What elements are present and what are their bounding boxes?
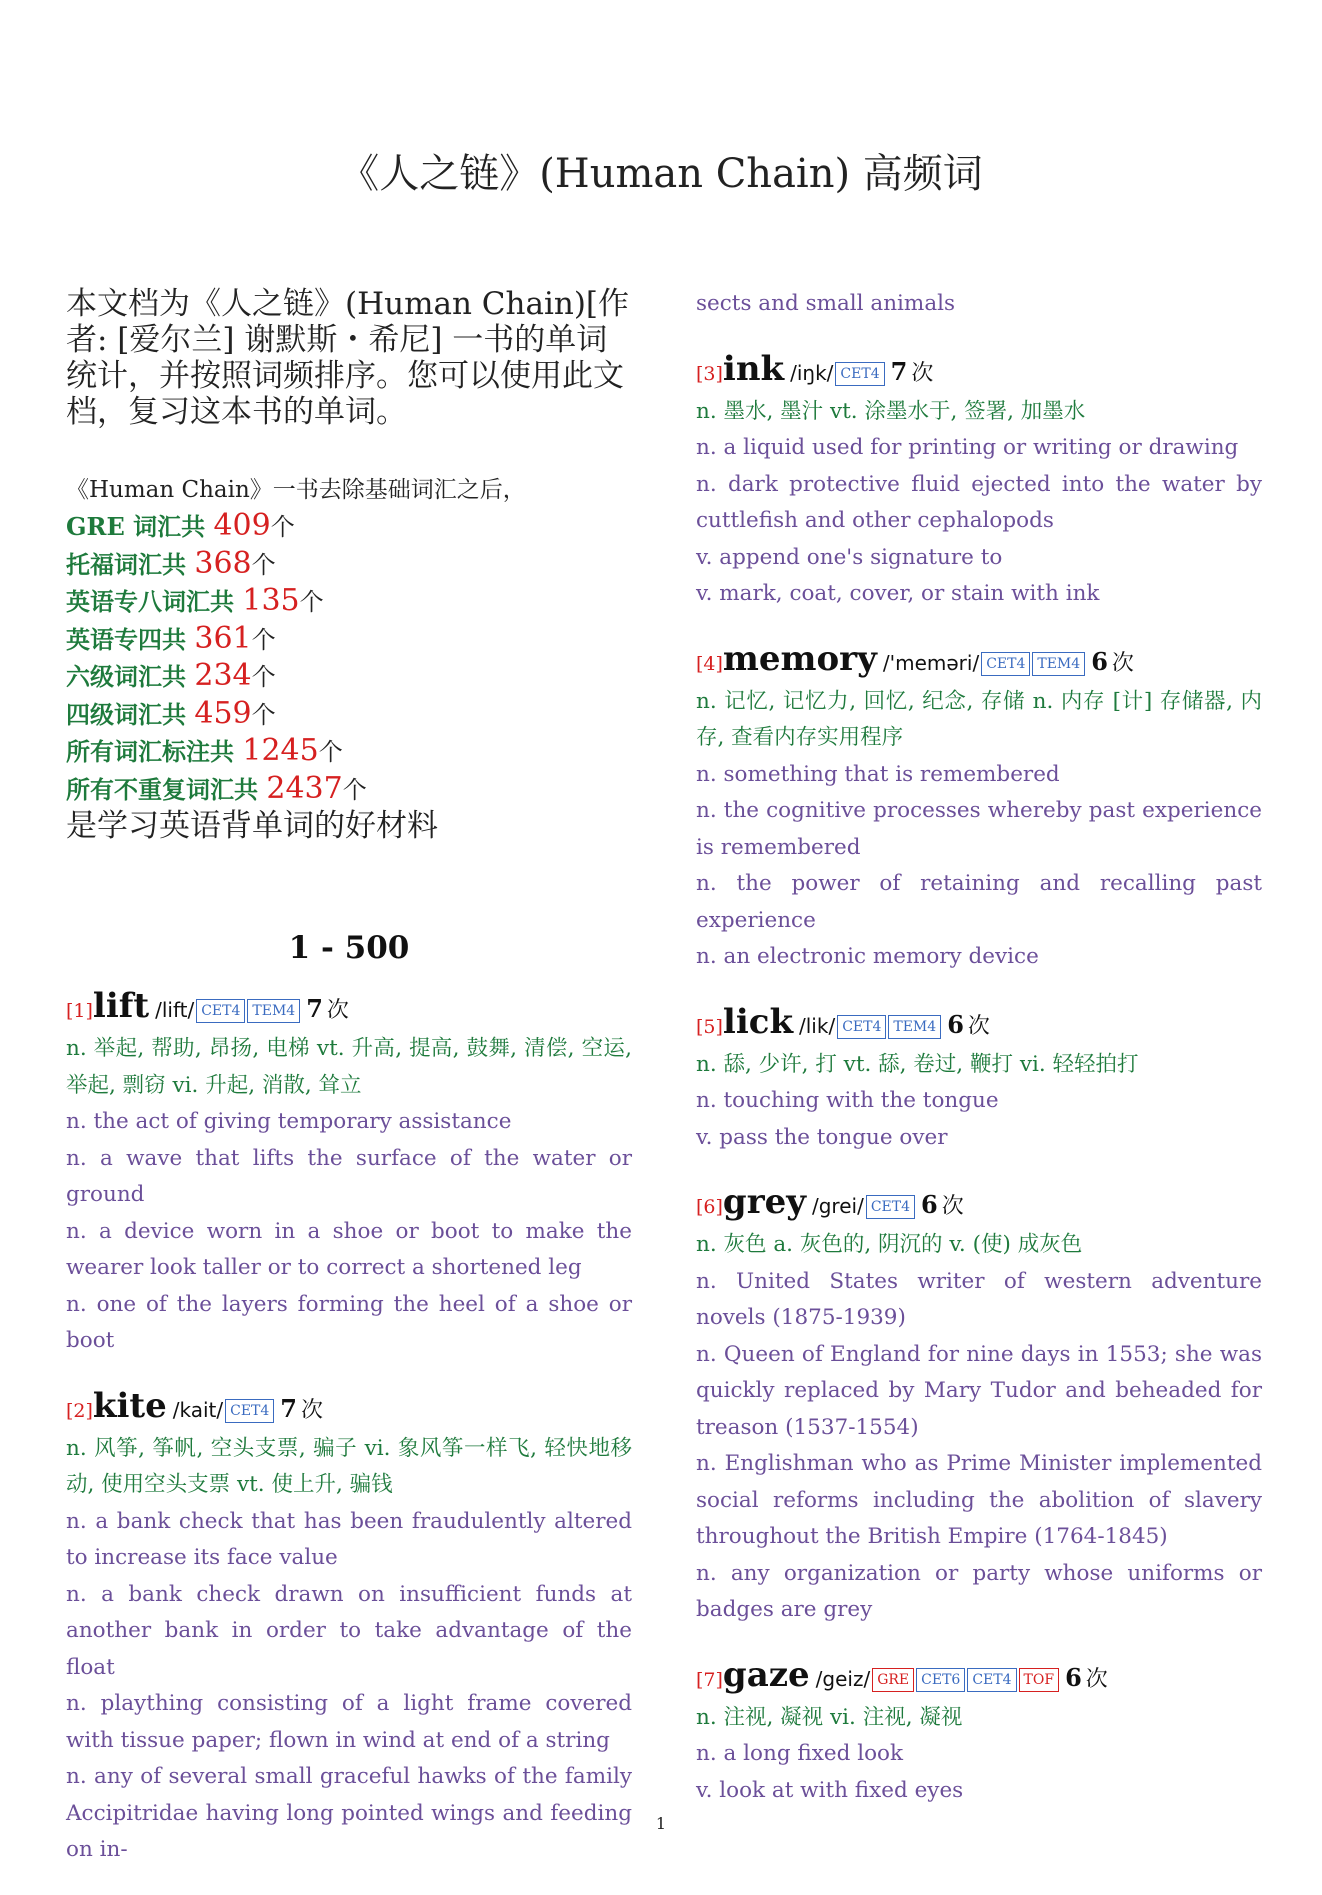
level-tag: CET4	[837, 1015, 886, 1039]
continued-definition: sects and small animals	[696, 291, 956, 316]
stat-label: 六级词汇共	[66, 662, 195, 691]
definition: n. touching with the tongue	[696, 1088, 999, 1113]
entry-index: [4]	[696, 652, 723, 675]
page-title: 《人之链》(Human Chain) 高频词	[339, 151, 983, 197]
word-entry	[66, 1386, 632, 1869]
entry-count-unit: 次	[1085, 1666, 1108, 1692]
entry-count: 6	[1065, 1662, 1082, 1692]
word-entry	[696, 1002, 1262, 1157]
definition: n. a long fixed look	[696, 1741, 904, 1766]
stat-number: 361	[194, 620, 252, 656]
definition: n. any organization or party whose uniforms or badges are grey	[696, 1560, 1262, 1622]
definition: n. the cognitive processes whereby past experience is remembered	[696, 798, 1262, 860]
entry-count-unit: 次	[301, 1397, 324, 1423]
stat-number: 1245	[242, 733, 319, 768]
definition: v. append one's signature to	[696, 544, 1003, 570]
entry-count-unit: 次	[911, 360, 934, 386]
stat-label: 四级词汇共	[66, 699, 195, 729]
definition: n. a liquid used for printing or writing or drawing	[696, 435, 1239, 460]
stat-label: 所有词汇标注共	[66, 737, 243, 766]
entry-index: [5]	[696, 1015, 723, 1038]
stat-label: 英语专八词汇共	[66, 587, 243, 616]
definition: v. look at with fixed eyes	[696, 1777, 964, 1803]
intro-text: 本文档为《人之链》(Human Chain)[作者: [爱尔兰] 谢默斯・希尼] 一书的单词统计，并按照词频排序。您可以使用此文档，复习这本书的单词。	[66, 286, 630, 430]
entry-head	[696, 639, 1262, 684]
stat-row	[66, 621, 632, 659]
definition: n. 注视, 凝视 vi. 注视, 凝视	[696, 1704, 963, 1730]
entry-word: grey	[722, 1182, 806, 1222]
level-tag: CET6	[916, 1668, 965, 1692]
right-column	[696, 286, 1262, 1835]
level-tag: CET4	[835, 362, 884, 386]
stat-unit: 个	[251, 663, 276, 691]
stats-lead: 《Human Chain》一书去除基础词汇之后，	[66, 477, 526, 503]
definition: n. a bank check that has been fraudulently altered to increase its face value	[66, 1508, 632, 1570]
stat-number: 2437	[266, 770, 343, 806]
stat-number: 368	[194, 545, 252, 581]
left-column	[66, 286, 632, 1895]
definition: n. a device worn in a shoe or boot to make the wearer look taller or to correct a shortened leg	[66, 1218, 632, 1280]
level-tag: CET4	[866, 1195, 915, 1219]
entry-count-unit: 次	[967, 1013, 990, 1039]
entry-index: [2]	[66, 1399, 93, 1422]
entry-count: 6	[1091, 646, 1108, 676]
stat-number: 409	[213, 508, 271, 543]
definition: n. Englishman who as Prime Minister implemented social reforms including the abolition of slavery throughout the British Empire (1764-1845)	[696, 1451, 1262, 1549]
entry-head	[696, 1002, 1262, 1047]
entry-head	[696, 1182, 1262, 1227]
entry-word: lift	[92, 986, 150, 1026]
level-tag: GRE	[872, 1668, 914, 1692]
stat-label: 英语专四共	[66, 624, 195, 654]
stat-number: 135	[242, 583, 300, 618]
definition: v. mark, coat, cover, or stain with ink	[696, 581, 1100, 606]
stat-row	[66, 546, 632, 584]
stat-row	[66, 658, 632, 696]
stat-label: GRE 词汇共	[66, 512, 214, 541]
definition: n. the act of giving temporary assistance	[66, 1109, 512, 1134]
stat-number: 234	[194, 658, 252, 693]
stat-unit: 个	[251, 625, 276, 654]
entry-word: lick	[722, 1001, 794, 1042]
entry-count: 6	[921, 1190, 938, 1219]
entry-phonetic: /geiz/	[815, 1666, 871, 1691]
definition: n. United States writer of western adventure novels (1875-1939)	[696, 1268, 1262, 1330]
level-tag: TEM4	[247, 999, 300, 1023]
entry-head	[66, 986, 632, 1031]
range-heading: 1 - 500	[288, 930, 410, 966]
stat-label: 托福词汇共	[66, 549, 195, 579]
entry-word: gaze	[722, 1654, 810, 1695]
word-entry	[696, 1182, 1262, 1629]
word-entry	[696, 1655, 1262, 1810]
stat-row	[66, 733, 632, 771]
stat-unit: 个	[342, 775, 367, 804]
entry-phonetic: /'meməri/	[882, 650, 980, 675]
entry-count: 7	[280, 1393, 297, 1423]
level-tag: CET4	[196, 999, 245, 1023]
stat-row	[66, 771, 632, 809]
entry-index: [6]	[696, 1196, 723, 1218]
definition: n. Queen of England for nine days in 1553; she was quickly replaced by Mary Tudor and beheaded for treason (1537-1554)	[696, 1341, 1262, 1440]
stat-row	[66, 696, 632, 734]
entry-word: kite	[92, 1385, 167, 1426]
entry-phonetic: /lik/	[799, 1013, 836, 1038]
entry-count: 7	[890, 356, 908, 386]
level-tag: TEM4	[888, 1015, 941, 1039]
definition: n. 舔, 少许, 打 vt. 舔, 卷过, 鞭打 vi. 轻轻拍打	[696, 1051, 1139, 1077]
stat-unit: 个	[251, 700, 276, 729]
entry-count-unit: 次	[326, 998, 349, 1023]
definition: n. one of the layers forming the heel of a shoe or boot	[66, 1291, 632, 1353]
definition: n. 墨水, 墨汁 vt. 涂墨水于, 签署, 加墨水	[696, 398, 1086, 424]
stat-unit: 个	[270, 513, 295, 541]
entry-word: ink	[722, 348, 785, 389]
entry-phonetic: /lift/	[155, 998, 195, 1022]
stats-list	[66, 508, 632, 808]
stats-block	[66, 472, 632, 844]
stat-row	[66, 508, 632, 546]
word-entry	[66, 986, 632, 1360]
entry-count-unit: 次	[1111, 650, 1134, 676]
definition: n. a wave that lifts the surface of the water or ground	[66, 1145, 632, 1207]
entry-index: [1]	[66, 1000, 93, 1022]
level-tag: CET4	[981, 652, 1030, 676]
right-entries	[696, 349, 1262, 1810]
stat-number: 459	[194, 695, 252, 731]
level-tag: CET4	[225, 1399, 274, 1423]
entry-phonetic: /kait/	[172, 1397, 224, 1422]
stat-row	[66, 583, 632, 621]
level-tag: CET4	[967, 1668, 1016, 1692]
definition: n. the power of retaining and recalling past experience	[696, 871, 1262, 933]
stat-unit: 个	[251, 550, 276, 579]
entry-index: [7]	[696, 1668, 723, 1691]
definition: n. a bank check drawn on insufficient funds at another bank in order to take advantage of the float	[66, 1581, 632, 1680]
definition: n. 举起, 帮助, 昂扬, 电梯 vt. 升高, 提高, 鼓舞, 清偿, 空运, 举起, 剽窃 vi. 升起, 消散, 耸立	[66, 1036, 632, 1098]
word-entry	[696, 639, 1262, 976]
entry-index: [3]	[696, 362, 723, 385]
definition: n. any of several small graceful hawks of the family Accipitridae having long pointed wings and feeding on in-	[66, 1764, 632, 1862]
stat-label: 所有不重复词汇共	[66, 774, 267, 804]
entry-count-unit: 次	[941, 1194, 964, 1219]
page-number: 1	[655, 1814, 667, 1833]
level-tag: TEM4	[1032, 652, 1085, 676]
entry-count: 7	[306, 994, 323, 1023]
definition: n. 记忆, 记忆力, 回忆, 纪念, 存储 n. 内存 [计] 存储器, 内存, 查看内存实用程序	[696, 688, 1262, 750]
definition: n. something that is remembered	[696, 761, 1060, 787]
entry-word: memory	[722, 638, 877, 679]
entry-phonetic: /grei/	[812, 1194, 864, 1218]
entry-head	[696, 1655, 1262, 1700]
definition: n. an electronic memory device	[696, 944, 1039, 969]
definition: n. 风筝, 筝帆, 空头支票, 骗子 vi. 象风筝一样飞, 轻快地移动, 使用空头支票 vt. 使上升, 骗钱	[66, 1435, 632, 1497]
entry-head	[696, 349, 1262, 394]
definition: v. pass the tongue over	[696, 1124, 948, 1150]
stat-unit: 个	[299, 588, 324, 616]
definition: n. plaything consisting of a light frame covered with tissue paper; flown in wind at end of a string	[66, 1691, 632, 1753]
entry-count: 6	[947, 1009, 964, 1039]
entry-phonetic: /iŋk/	[790, 360, 834, 385]
level-tag: TOF	[1019, 1668, 1060, 1692]
stat-unit: 个	[318, 738, 343, 766]
definition: n. dark protective fluid ejected into the water by cuttlefish and other cephalopods	[696, 471, 1262, 533]
entry-head	[66, 1386, 632, 1431]
stats-tail: 是学习英语背单词的好材料	[66, 808, 438, 844]
definition: n. 灰色 a. 灰色的, 阴沉的 v. (使) 成灰色	[696, 1232, 1083, 1257]
word-entry	[696, 349, 1262, 613]
left-entries	[66, 986, 632, 1869]
